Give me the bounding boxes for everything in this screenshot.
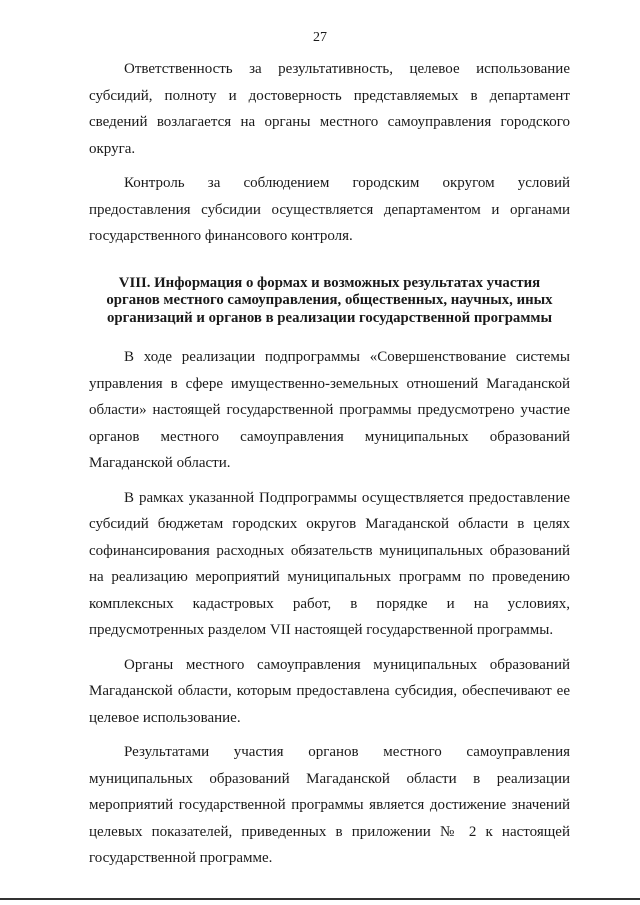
- paragraph-subsidies: В рамках указанной Подпрограммы осуществляется предоставление субсидий бюджетам городских округов Магаданской области в целях софинансирования расходных обязательств муниципальных образований на реализацию мероприятий муниципальных программ по проведению комплексных кадастровых работ, в порядке и на условиях, предусмотренных разделом VII настоящей государственной программы.: [89, 489, 570, 638]
- section-heading-line-3: организаций и органов в реализации государственной программы: [106, 309, 553, 326]
- paragraph-control: Контроль за соблюдением городским округом условий предоставления субсидии осуществляется департаментом и органами государственного финансового контроля.: [89, 175, 570, 244]
- paragraph-responsibility: Ответственность за результативность, целевое использование субсидий, полноту и достоверность представляемых в департамент сведений возлагается на органы местного самоуправления городского округа.: [89, 61, 570, 157]
- document-body: [89, 56, 570, 872]
- section-heading-line-2: органов местного самоуправления, общественных, научных, иных: [106, 292, 553, 308]
- paragraph-subprogram: В ходе реализации подпрограммы «Совершенствование системы управления в сфере имущественно-земельных отношений Магаданской области» настоящей государственной программы предусмотрено участие органов местного самоуправления муниципальных образований Магаданской области.: [89, 349, 570, 471]
- paragraph-targeted-use: Органы местного самоуправления муниципальных образований Магаданской области, которым предоставлена субсидия, обеспечивают ее целевое использование.: [89, 656, 570, 726]
- page-number: 27: [313, 30, 327, 45]
- section-heading: [89, 275, 570, 328]
- bottom-border: [0, 898, 640, 900]
- paragraph-results: Результатами участия органов местного самоуправления муниципальных образований Магаданской области в реализации мероприятий государственной программы является достижение значений целевых показателей, приведенных в приложении № 2 к настоящей государственной программе.: [89, 744, 570, 866]
- section-heading-line-1: VIII. Информация о формах и возможных результатах участия: [118, 274, 541, 291]
